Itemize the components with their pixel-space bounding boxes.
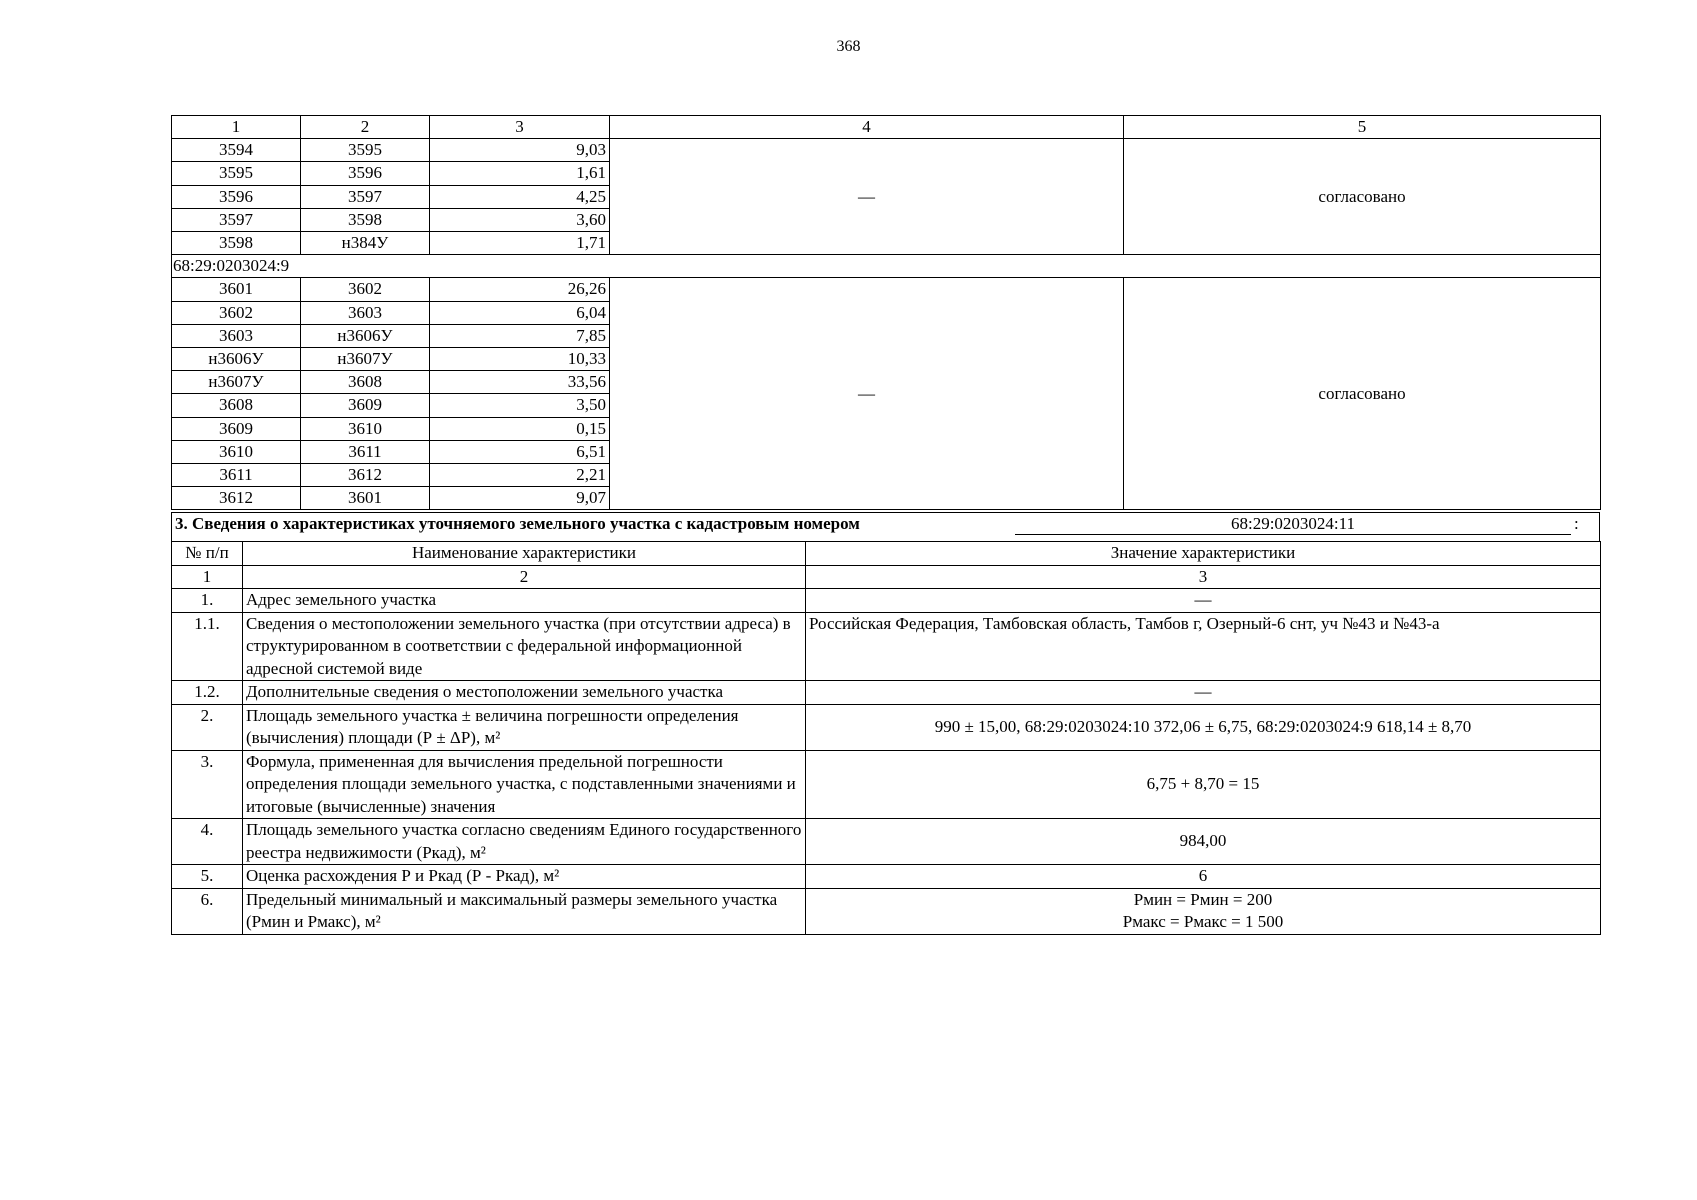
distance-value: 9,07 <box>430 487 610 510</box>
column-number: 1 <box>172 565 243 589</box>
characteristic-value: 6 <box>806 865 1601 889</box>
distance-value: 3,50 <box>430 394 610 417</box>
point-from: н3607У <box>172 371 301 394</box>
characteristic-value <box>806 888 1601 934</box>
column-header: № п/п <box>172 542 243 566</box>
column-header: 1 <box>172 116 301 139</box>
characteristic-value: Российская Федерация, Тамбовская область, Тамбов г, Озерный-6 снт, уч №43 и №43-а <box>806 612 1601 681</box>
table-row <box>172 865 1601 889</box>
distance-value: 33,56 <box>430 371 610 394</box>
characteristic-name: Дополнительные сведения о местоположении земельного участка <box>243 681 806 705</box>
point-to: 3611 <box>301 440 430 463</box>
parcel-label: 68:29:0203024:9 <box>172 255 1601 278</box>
point-from: 3610 <box>172 440 301 463</box>
point-from: 3598 <box>172 232 301 255</box>
table-row <box>172 139 1601 162</box>
section-3-heading <box>171 512 1600 541</box>
point-to: 3597 <box>301 185 430 208</box>
point-from: 3603 <box>172 324 301 347</box>
table-row <box>172 704 1601 750</box>
point-to: н3607У <box>301 348 430 371</box>
table-row <box>172 589 1601 613</box>
header-row <box>172 542 1601 566</box>
characteristic-name: Оценка расхождения Р и Ркад (Р - Ркад), м² <box>243 865 806 889</box>
point-to: 3609 <box>301 394 430 417</box>
point-from: 3609 <box>172 417 301 440</box>
characteristic-name: Сведения о местоположении земельного участка (при отсутствии адреса) в структурированном в соответствии с федеральной информационной адресной системой виде <box>243 612 806 681</box>
boundary-table <box>171 115 1601 510</box>
distance-value: 6,51 <box>430 440 610 463</box>
table-row <box>172 278 1601 301</box>
column-header: Значение характеристики <box>806 542 1601 566</box>
point-to: 3612 <box>301 464 430 487</box>
row-number: 4. <box>172 819 243 865</box>
distance-value: 9,03 <box>430 139 610 162</box>
row-number: 6. <box>172 888 243 934</box>
distance-value: 6,04 <box>430 301 610 324</box>
point-to: 3596 <box>301 162 430 185</box>
row-number: 3. <box>172 750 243 819</box>
point-to: н384У <box>301 232 430 255</box>
characteristic-value: — <box>806 589 1601 613</box>
characteristic-name: Формула, примененная для вычисления предельной погрешности определения площади земельного участка, с подставленными значениями и итоговые (вычисленные) значения <box>243 750 806 819</box>
distance-value: 26,26 <box>430 278 610 301</box>
characteristic-name: Предельный минимальный и максимальный размеры земельного участка (Рмин и Рмакс), м² <box>243 888 806 934</box>
point-to: 3595 <box>301 139 430 162</box>
distance-value: 7,85 <box>430 324 610 347</box>
distance-value: 1,71 <box>430 232 610 255</box>
section-3-title: 3. Сведения о характеристиках уточняемого земельного участка с кадастровым номером <box>175 514 860 533</box>
point-from: 3597 <box>172 208 301 231</box>
characteristics-table <box>171 541 1601 935</box>
table-row <box>172 681 1601 705</box>
characteristic-name: Адрес земельного участка <box>243 589 806 613</box>
row-number: 2. <box>172 704 243 750</box>
point-to: 3601 <box>301 487 430 510</box>
approval-status: согласовано <box>1124 139 1601 255</box>
point-from: 3594 <box>172 139 301 162</box>
point-from: 3602 <box>172 301 301 324</box>
point-from: 3608 <box>172 394 301 417</box>
point-from: н3606У <box>172 348 301 371</box>
subheader-row <box>172 565 1601 589</box>
characteristic-value: 6,75 + 8,70 = 15 <box>806 750 1601 819</box>
page-number: 368 <box>836 38 861 55</box>
table-row <box>172 819 1601 865</box>
section-3-colon: : <box>1574 514 1579 533</box>
approval-status: согласовано <box>1124 278 1601 510</box>
distance-value: 10,33 <box>430 348 610 371</box>
distance-value: 4,25 <box>430 185 610 208</box>
characteristic-value: — <box>806 681 1601 705</box>
point-to: 3598 <box>301 208 430 231</box>
cadastral-number: 68:29:0203024:11 <box>1015 514 1571 535</box>
characteristic-value: 984,00 <box>806 819 1601 865</box>
column-number: 2 <box>243 565 806 589</box>
distance-value: 3,60 <box>430 208 610 231</box>
point-from: 3595 <box>172 162 301 185</box>
row-number: 1. <box>172 589 243 613</box>
characteristic-value: 990 ± 15,00, 68:29:0203024:10 372,06 ± 6,75, 68:29:0203024:9 618,14 ± 8,70 <box>806 704 1601 750</box>
point-from: 3611 <box>172 464 301 487</box>
characteristic-name: Площадь земельного участка согласно сведениям Единого государственного реестра недвижимости (Ркад), м² <box>243 819 806 865</box>
table-row <box>172 888 1601 934</box>
column-number: 3 <box>806 565 1601 589</box>
row-number: 5. <box>172 865 243 889</box>
row-number: 1.2. <box>172 681 243 705</box>
column-header: 5 <box>1124 116 1601 139</box>
row-number: 1.1. <box>172 612 243 681</box>
point-to: 3608 <box>301 371 430 394</box>
column-header: 4 <box>610 116 1124 139</box>
table-row <box>172 612 1601 681</box>
point-to: н3606У <box>301 324 430 347</box>
column-header: 2 <box>301 116 430 139</box>
col4-value: — <box>610 139 1124 255</box>
distance-value: 2,21 <box>430 464 610 487</box>
point-to: 3603 <box>301 301 430 324</box>
distance-value: 0,15 <box>430 417 610 440</box>
parcel-label-row <box>172 255 1601 278</box>
characteristic-name: Площадь земельного участка ± величина погрешности определения (вычисления) площади (Р ± ΔР), м² <box>243 704 806 750</box>
value-line: Рмин = Рмин = 200 <box>1133 889 1273 909</box>
header-row <box>172 116 1601 139</box>
point-from: 3601 <box>172 278 301 301</box>
value-line: Рмакс = Рмакс = 1 500 <box>1122 912 1284 931</box>
distance-value: 1,61 <box>430 162 610 185</box>
point-from: 3596 <box>172 185 301 208</box>
column-header: 3 <box>430 116 610 139</box>
point-from: 3612 <box>172 487 301 510</box>
point-to: 3602 <box>301 278 430 301</box>
column-header: Наименование характеристики <box>243 542 806 566</box>
col4-value: — <box>610 278 1124 510</box>
point-to: 3610 <box>301 417 430 440</box>
table-row <box>172 750 1601 819</box>
